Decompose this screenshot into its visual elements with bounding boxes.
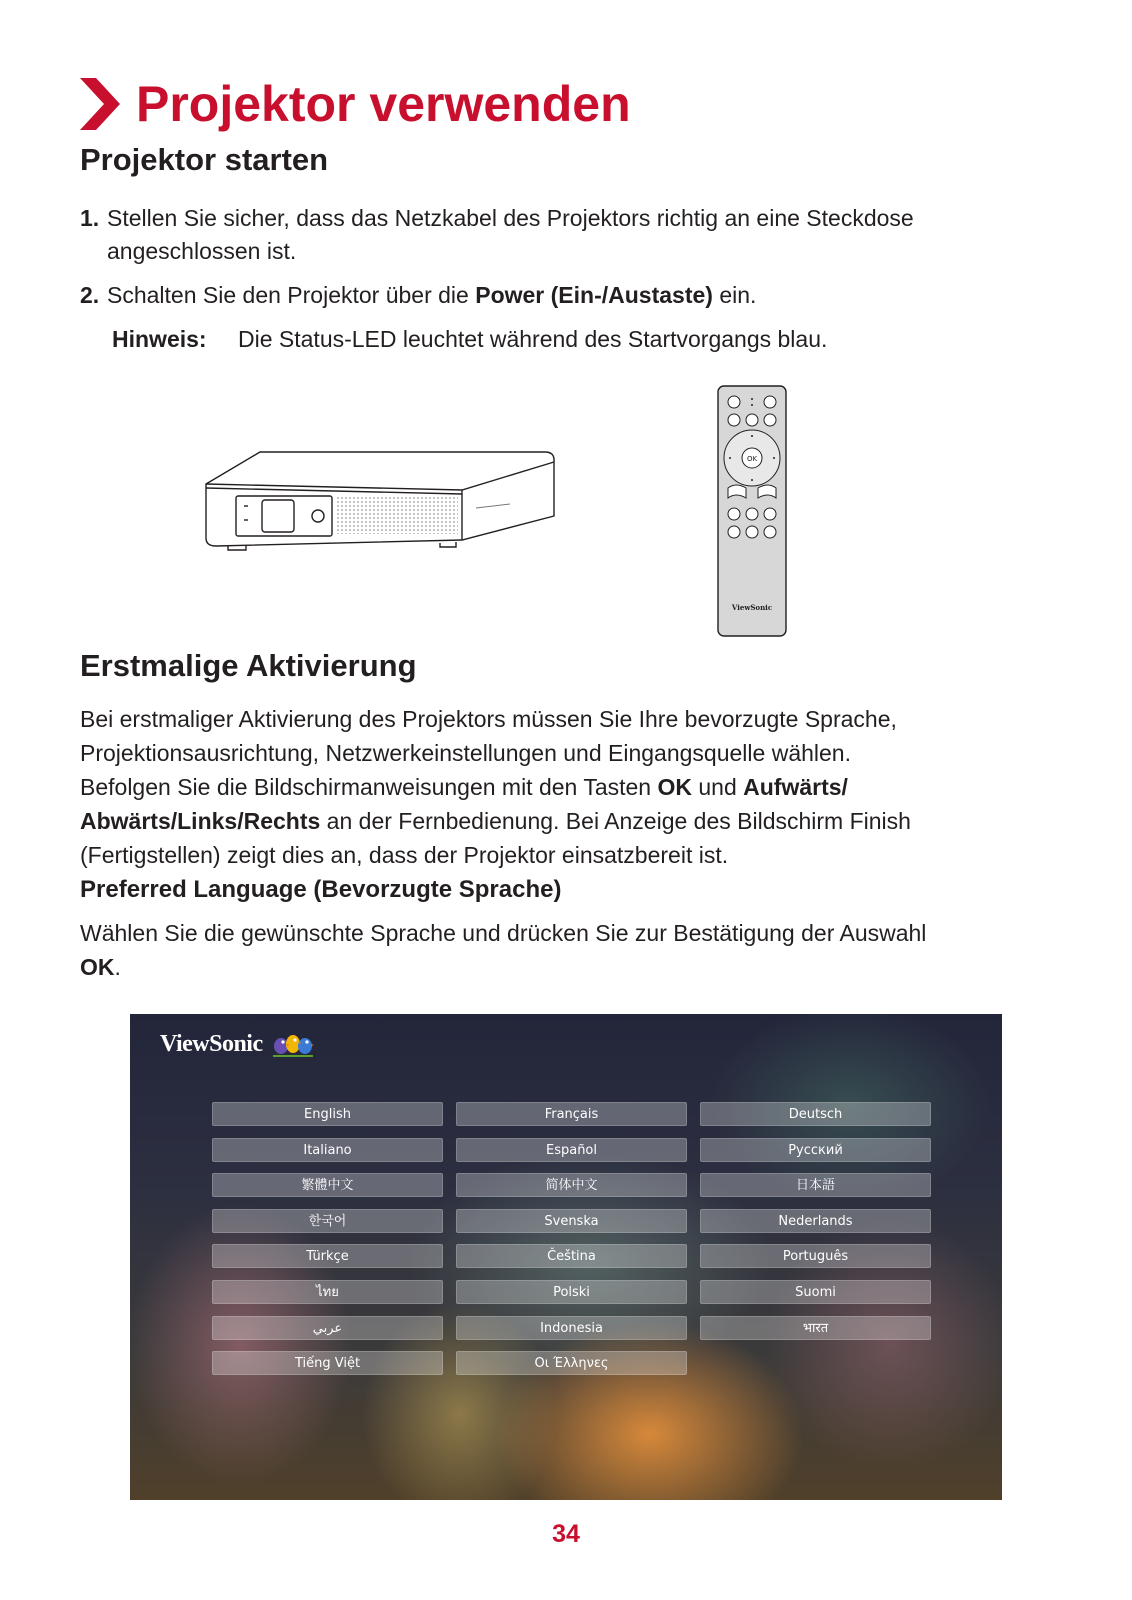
- language-option-button[interactable]: 简体中文: [456, 1173, 687, 1197]
- paragraph-line: (Fertigstellen) zeigt dies an, dass der Projektor einsatzbereit ist.: [80, 842, 729, 868]
- language-option-button[interactable]: Русский: [700, 1138, 931, 1162]
- paragraph-text: an der Fernbedienung. Bei Anzeige des Bildschirm Finish: [320, 808, 911, 834]
- language-option-button[interactable]: भारत: [700, 1316, 931, 1340]
- step-text-end: ein.: [712, 282, 757, 308]
- subsection-heading-language: Preferred Language (Bevorzugte Sprache): [80, 876, 562, 903]
- language-option-button[interactable]: 繁體中文: [212, 1173, 443, 1197]
- paragraph-line: Projektionsausrichtung, Netzwerkeinstellungen und Eingangsquelle wählen.: [80, 740, 851, 766]
- paragraph-bold: OK: [657, 774, 692, 800]
- note-text: Die Status-LED leuchtet während des Startvorgangs blau.: [238, 326, 828, 352]
- step-bold-text: Power (Ein-/Austaste): [475, 282, 713, 308]
- language-option-button[interactable]: Suomi: [700, 1280, 931, 1304]
- language-selection-screen: [130, 1014, 1002, 1500]
- language-option-button[interactable]: عربي: [212, 1316, 443, 1340]
- language-option-button[interactable]: Deutsch: [700, 1102, 931, 1126]
- language-paragraph: [80, 916, 1080, 984]
- paragraph-line: Befolgen Sie die Bildschirmanweisungen mit den Tasten: [80, 774, 658, 800]
- language-option-button[interactable]: 한국어: [212, 1209, 443, 1233]
- birds-logo-icon: [271, 1030, 315, 1058]
- language-option-button[interactable]: Svenska: [456, 1209, 687, 1233]
- step-number: 2.: [80, 282, 100, 308]
- language-option-button[interactable]: ไทย: [212, 1280, 443, 1304]
- remote-control-illustration: [716, 384, 788, 638]
- paragraph-text: .: [114, 954, 121, 980]
- paragraph-text: und: [691, 774, 744, 800]
- step-number: 1.: [80, 205, 100, 231]
- chevron-right-icon: [80, 78, 120, 130]
- list-item: [80, 279, 1040, 312]
- step-text: Schalten Sie den Projektor über die: [107, 282, 476, 308]
- paragraph-line: Wählen Sie die gewünschte Sprache und drücken Sie zur Bestätigung der Auswahl: [80, 920, 927, 946]
- section-heading-activation: Erstmalige Aktivierung: [80, 648, 417, 683]
- activation-paragraph: [80, 702, 1080, 872]
- page-title-row: [80, 74, 631, 134]
- note: [112, 323, 827, 356]
- page-number: 34: [552, 1520, 580, 1548]
- language-option-button[interactable]: Οι Έλληνες: [456, 1351, 687, 1375]
- language-option-button[interactable]: Türkçe: [212, 1244, 443, 1268]
- remote-brand-label: ViewSonic: [731, 603, 773, 612]
- language-option-button[interactable]: Indonesia: [456, 1316, 687, 1340]
- language-option-button[interactable]: Français: [456, 1102, 687, 1126]
- remote-ok-label: OK: [746, 455, 758, 463]
- page-title: Projektor verwenden: [136, 76, 631, 132]
- language-option-button[interactable]: Português: [700, 1244, 931, 1268]
- language-option-button[interactable]: Italiano: [212, 1138, 443, 1162]
- paragraph-bold: Aufwärts/: [743, 774, 848, 800]
- section-heading-start: Projektor starten: [80, 142, 329, 177]
- step-text: Stellen Sie sicher, dass das Netzkabel des Projektors richtig an eine Steckdose: [107, 205, 914, 231]
- language-option-button[interactable]: Nederlands: [700, 1209, 931, 1233]
- language-option-button[interactable]: Polski: [456, 1280, 687, 1304]
- paragraph-bold: Abwärts/Links/Rechts: [80, 808, 321, 834]
- step-text-continued: angeschlossen ist.: [107, 238, 297, 264]
- language-option-button[interactable]: Čeština: [456, 1244, 687, 1268]
- viewsonic-logo: [160, 1030, 315, 1058]
- note-label: Hinweis:: [112, 326, 207, 352]
- language-option-button[interactable]: Tiếng Việt: [212, 1351, 443, 1375]
- language-option-button[interactable]: 日本語: [700, 1173, 931, 1197]
- language-option-button[interactable]: English: [212, 1102, 443, 1126]
- paragraph-line: Bei erstmaliger Aktivierung des Projektors müssen Sie Ihre bevorzugte Sprache,: [80, 706, 897, 732]
- brand-text: ViewSonic: [160, 1030, 263, 1057]
- list-item: [80, 202, 1040, 268]
- projector-illustration: [200, 448, 560, 560]
- language-option-button[interactable]: Español: [456, 1138, 687, 1162]
- paragraph-bold: OK: [80, 954, 115, 980]
